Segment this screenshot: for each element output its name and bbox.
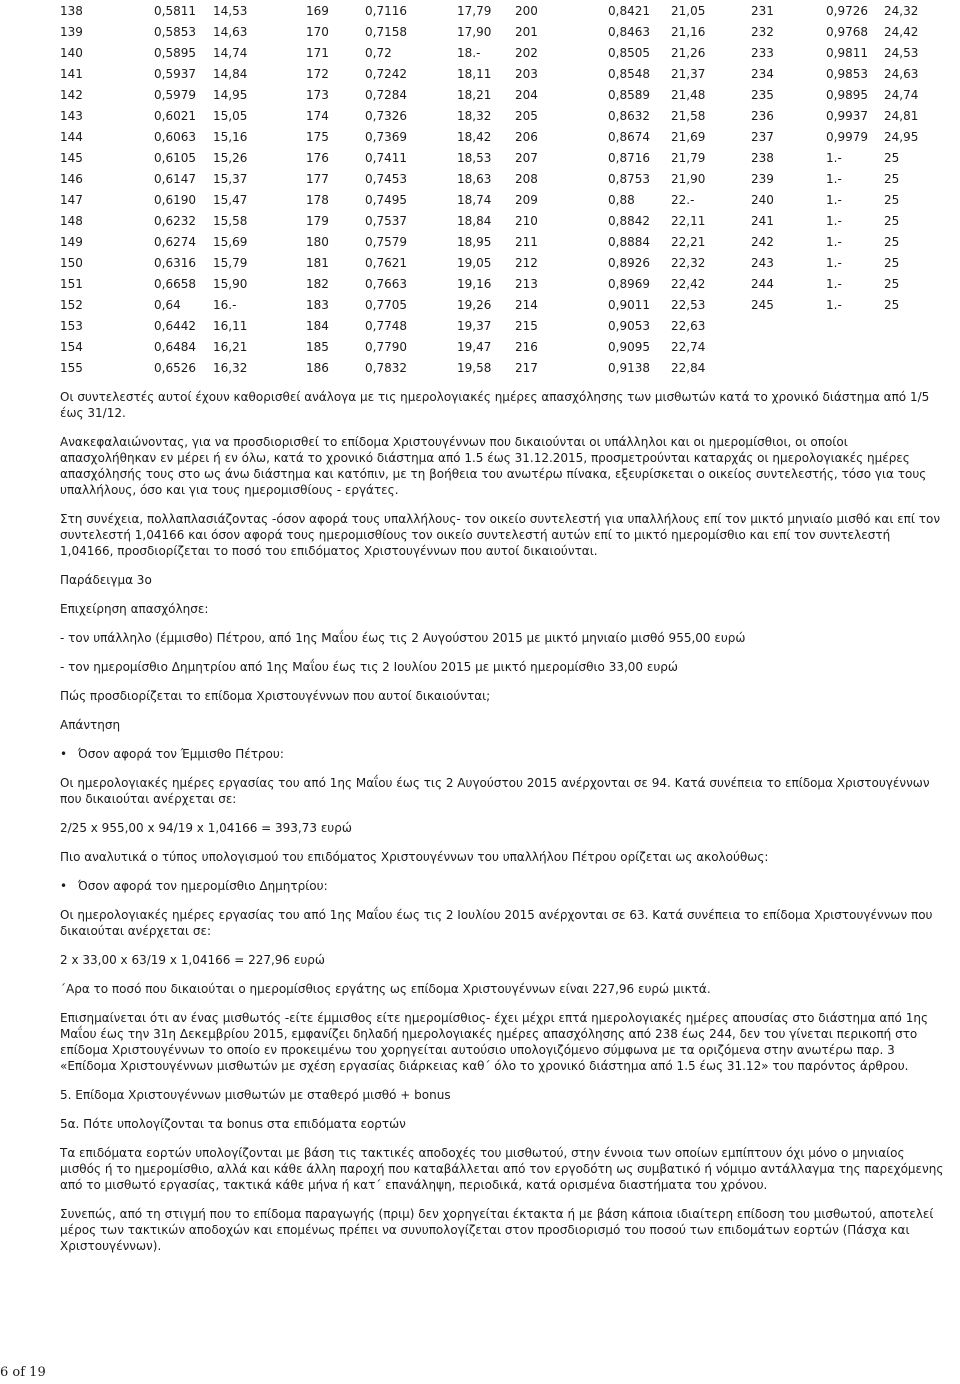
paragraph-text: 5α. Πότε υπολογίζονται τα bonus στα επιδόματα εορτών xyxy=(60,1117,406,1131)
table-cell: 171 xyxy=(306,45,329,60)
table-cell: 0,8589 xyxy=(608,87,650,102)
paragraph-text: 2 x 33,00 x 63/19 x 1,04166 = 227,96 ευρώ xyxy=(60,953,325,967)
table-cell: 233 xyxy=(751,45,774,60)
table-cell: 0,5895 xyxy=(154,45,196,60)
paragraph-text: ΄Αρα το ποσό που δικαιούται ο ημερομίσθιος εργάτης ως επίδομα Χριστουγέννων είναι 227,96 ευρώ μικτά. xyxy=(60,982,711,996)
table-cell: 175 xyxy=(306,129,329,144)
table-cell: 21,16 xyxy=(671,24,706,39)
coefficient-table-body xyxy=(60,0,926,378)
paragraph-text: Πώς προσδιορίζεται το επίδομα Χριστουγέννων που αυτοί δικαιούνται; xyxy=(60,689,491,703)
table-cell xyxy=(826,357,884,378)
table-row xyxy=(60,273,926,294)
table-cell: 0,8421 xyxy=(608,3,650,18)
document-body xyxy=(60,389,946,1254)
table-cell: 22,32 xyxy=(671,255,706,270)
table-cell: 176 xyxy=(306,150,329,165)
table-cell: 15,58 xyxy=(213,213,248,228)
paragraph-text: - τον υπάλληλο (έμμισθο) Πέτρου, από 1ης Μαΐου έως τις 2 Αυγούστου 2015 με μικτό μηνιαίο μισθό 955,00 ευρώ xyxy=(60,631,746,645)
table-cell: 1.- xyxy=(826,276,842,291)
table-cell: 0,8753 xyxy=(608,171,650,186)
paragraph xyxy=(60,820,946,836)
table-cell: 14,84 xyxy=(213,66,248,81)
table-cell: 16.- xyxy=(213,297,237,312)
table-cell: 143 xyxy=(60,108,83,123)
table-cell: 15,79 xyxy=(213,255,248,270)
bullet-paragraph xyxy=(60,746,946,762)
table-cell: 17,79 xyxy=(457,3,492,18)
table-cell: 140 xyxy=(60,45,83,60)
paragraph xyxy=(60,952,946,968)
table-cell: 237 xyxy=(751,129,774,144)
paragraph-text: Πιο αναλυτικά ο τύπος υπολογισμού του επιδόματος Χριστουγέννων του υπαλλήλου Πέτρου ορίζεται ως ακολούθως: xyxy=(60,850,769,864)
table-cell: 21,37 xyxy=(671,66,706,81)
paragraph xyxy=(60,688,946,704)
table-cell: 22,63 xyxy=(671,318,706,333)
paragraph xyxy=(60,907,946,939)
table-cell: 1.- xyxy=(826,297,842,312)
table-cell: 21,90 xyxy=(671,171,706,186)
paragraph-text: Ανακεφαλαιώνοντας, για να προσδιορισθεί το επίδομα Χριστουγέννων που δικαιούνται οι υπάλληλοι και οι ημερομίσθιοι, οι οποίοι απασχολήθηκαν εν μέρει ή εν όλω, κατά το χρονικό διάστημα από 1.5 έως 31.12.2015, προσμετρούνται καταρχάς οι ημερολογιακές ημέρες απασχόλησής τους στο ως άνω διάστημα και κατόπιν, με τη βοήθεια του ανωτέρω πίνακα, εξευρίσκεται ο οικείος συντελεστής, τόσο για τους υπαλλήλους, όσο και για τους ημερομισθίους - εργάτες. xyxy=(60,435,927,497)
table-cell: 15,90 xyxy=(213,276,248,291)
table-cell: 0,5979 xyxy=(154,87,196,102)
table-cell: 18,53 xyxy=(457,150,492,165)
table-cell: 0,9011 xyxy=(608,297,650,312)
table-cell: 0,7663 xyxy=(365,276,407,291)
table-cell: 21,79 xyxy=(671,150,706,165)
table-cell: 149 xyxy=(60,234,83,249)
paragraph-text: Παράδειγμα 3ο xyxy=(60,573,152,587)
table-cell: 0,6526 xyxy=(154,360,196,375)
paragraph-text: 5. Επίδομα Χριστουγέννων μισθωτών με σταθερό μισθό + bonus xyxy=(60,1088,451,1102)
table-cell: 14,63 xyxy=(213,24,248,39)
table-cell: 17,90 xyxy=(457,24,492,39)
table-cell: 0,6274 xyxy=(154,234,196,249)
table-cell: 0,8926 xyxy=(608,255,650,270)
table-cell: 16,21 xyxy=(213,339,248,354)
paragraph xyxy=(60,511,946,559)
table-cell: 1.- xyxy=(826,171,842,186)
table-cell: 240 xyxy=(751,192,774,207)
table-row xyxy=(60,168,926,189)
table-row xyxy=(60,147,926,168)
table-cell: 1.- xyxy=(826,234,842,249)
table-cell: 0,7621 xyxy=(365,255,407,270)
paragraph xyxy=(60,849,946,865)
table-cell: 200 xyxy=(515,3,538,18)
table-cell: 1.- xyxy=(826,255,842,270)
table-cell: 150 xyxy=(60,255,83,270)
table-cell: 24,42 xyxy=(884,24,919,39)
table-cell: 245 xyxy=(751,297,774,312)
paragraph xyxy=(60,434,946,498)
table-cell: 215 xyxy=(515,318,538,333)
table-cell: 0,6442 xyxy=(154,318,196,333)
table-cell: 0,6105 xyxy=(154,150,196,165)
paragraph-text: 2/25 x 955,00 x 94/19 x 1,04166 = 393,73 ευρώ xyxy=(60,821,352,835)
table-cell: 180 xyxy=(306,234,329,249)
table-cell: 15,69 xyxy=(213,234,248,249)
table-cell: 0,7537 xyxy=(365,213,407,228)
table-cell: 146 xyxy=(60,171,83,186)
table-cell: 0,6190 xyxy=(154,192,196,207)
table-cell: 179 xyxy=(306,213,329,228)
table-row xyxy=(60,357,926,378)
table-cell: 207 xyxy=(515,150,538,165)
table-cell: 205 xyxy=(515,108,538,123)
table-cell: 22,84 xyxy=(671,360,706,375)
table-row xyxy=(60,42,926,63)
paragraph xyxy=(60,601,946,617)
table-cell xyxy=(826,336,884,357)
paragraph xyxy=(60,389,946,421)
table-cell: 210 xyxy=(515,213,538,228)
table-cell: 232 xyxy=(751,24,774,39)
table-cell: 0,8632 xyxy=(608,108,650,123)
table-cell: 16,32 xyxy=(213,360,248,375)
table-cell: 25 xyxy=(884,234,900,249)
table-cell: 241 xyxy=(751,213,774,228)
table-row xyxy=(60,21,926,42)
table-cell: 21,58 xyxy=(671,108,706,123)
table-cell: 231 xyxy=(751,3,774,18)
table-cell: 213 xyxy=(515,276,538,291)
table-cell: 19,37 xyxy=(457,318,492,333)
bullet-icon: • xyxy=(60,747,68,761)
paragraph-text: Οι συντελεστές αυτοί έχουν καθορισθεί ανάλογα με τις ημερολογιακές ημέρες απασχόλησης των μισθωτών κατά το χρονικό διάστημα από 1/5 έως 31/12. xyxy=(60,390,930,420)
table-cell: 182 xyxy=(306,276,329,291)
table-row xyxy=(60,294,926,315)
table-cell: 25 xyxy=(884,171,900,186)
table-cell: 184 xyxy=(306,318,329,333)
table-cell: 0,7284 xyxy=(365,87,407,102)
paragraph-text: Οι ημερολογιακές ημέρες εργασίας του από 1ης Μαΐου έως τις 2 Ιουλίου 2015 ανέρχονται σε 63. Κατά συνέπεια το επίδομα Χριστουγέννων που δικαιούται ανέρχεται σε: xyxy=(60,908,933,938)
paragraph-text: Τα επιδόματα εορτών υπολογίζονται με βάση τις τακτικές αποδοχές του μισθωτού, στην έννοια των οποίων εμπίπτουν όχι μόνο ο μηνιαίος μισθός ή το ημερομίσθιο, αλλά και κάθε άλλη παροχή που καταβάλλεται από τον εργοδότη ως συμβατικό ή νόμιμο αντάλλαγμα της παρεχόμενης από το μισθωτό εργασίας, τακτικά κάθε μήνα ή κατ΄ επανάληψη, περιοδικά, κατά ορισμένα διαστήματα του χρόνου. xyxy=(60,1146,944,1192)
table-cell: 0,9811 xyxy=(826,45,868,60)
table-cell: 22,74 xyxy=(671,339,706,354)
table-cell: 14,53 xyxy=(213,3,248,18)
table-cell: 145 xyxy=(60,150,83,165)
table-cell: 14,95 xyxy=(213,87,248,102)
table-row xyxy=(60,315,926,336)
table-cell: 18,84 xyxy=(457,213,492,228)
table-cell: 22,11 xyxy=(671,213,706,228)
table-cell: 18.- xyxy=(457,45,481,60)
table-cell xyxy=(751,357,826,378)
paragraph xyxy=(60,1010,946,1074)
table-cell: 201 xyxy=(515,24,538,39)
table-cell: 24,95 xyxy=(884,129,919,144)
table-cell: 0,7242 xyxy=(365,66,407,81)
table-cell: 217 xyxy=(515,360,538,375)
table-cell: 0,8969 xyxy=(608,276,650,291)
paragraph-text: Οι ημερολογιακές ημέρες εργασίας του από 1ης Μαΐου έως τις 2 Αυγούστου 2015 ανέρχονται σε 94. Κατά συνέπεια το επίδομα Χριστουγέννων που δικαιούται ανέρχεται σε: xyxy=(60,776,930,806)
table-cell: 21,48 xyxy=(671,87,706,102)
table-cell: 236 xyxy=(751,108,774,123)
table-cell: 0,7579 xyxy=(365,234,407,249)
table-cell: 0,6484 xyxy=(154,339,196,354)
paragraph-text: Επιχείρηση απασχόλησε: xyxy=(60,602,209,616)
table-cell: 0,9895 xyxy=(826,87,868,102)
table-cell: 174 xyxy=(306,108,329,123)
table-cell: 24,81 xyxy=(884,108,919,123)
table-row xyxy=(60,210,926,231)
table-cell: 152 xyxy=(60,297,83,312)
page-number: 6 of 19 xyxy=(0,1365,46,1380)
table-cell xyxy=(826,315,884,336)
paragraph-text: Στη συνέχεια, πολλαπλασιάζοντας -όσον αφορά τους υπαλλήλους- τον οικείο συντελεστή για υπαλλήλους επί τον μικτό μηνιαίο μισθό και επί τον συντελεστή 1,04166 και όσον αφορά τους ημερομισθίους τον οικείο συντελεστή αυτών επί το μικτό ημερομίσθιο και επί τον συντελεστή 1,04166, προσδιορίζεται το ποσό του επιδόματος Χριστουγέννων που αυτοί δικαιούνται. xyxy=(60,512,941,558)
table-cell: 0,7369 xyxy=(365,129,407,144)
table-cell: 15,05 xyxy=(213,108,248,123)
table-cell: 142 xyxy=(60,87,83,102)
table-cell: 0,5937 xyxy=(154,66,196,81)
table-cell: 0,6232 xyxy=(154,213,196,228)
table-cell: 16,11 xyxy=(213,318,248,333)
table-cell: 14,74 xyxy=(213,45,248,60)
table-cell: 19,05 xyxy=(457,255,492,270)
table-cell: 183 xyxy=(306,297,329,312)
table-cell: 0,6316 xyxy=(154,255,196,270)
bullet-paragraph xyxy=(60,878,946,894)
table-cell: 154 xyxy=(60,339,83,354)
table-cell xyxy=(884,315,926,336)
paragraph xyxy=(60,775,946,807)
table-cell: 25 xyxy=(884,297,900,312)
table-row xyxy=(60,0,926,21)
table-cell: 25 xyxy=(884,150,900,165)
table-cell: 0,7116 xyxy=(365,3,407,18)
table-row xyxy=(60,231,926,252)
table-cell: 144 xyxy=(60,129,83,144)
table-cell: 25 xyxy=(884,255,900,270)
table-cell: 0,6147 xyxy=(154,171,196,186)
table-cell: 18,63 xyxy=(457,171,492,186)
table-cell: 0,8463 xyxy=(608,24,650,39)
table-cell: 0,6021 xyxy=(154,108,196,123)
paragraph-text: - τον ημερομίσθιο Δημητρίου από 1ης Μαΐου έως τις 2 Ιουλίου 2015 με μικτό ημερομίσθιο 33,00 ευρώ xyxy=(60,660,678,674)
table-cell: 0,6063 xyxy=(154,129,196,144)
paragraph-text: Όσον αφορά τον Έμμισθο Πέτρου: xyxy=(78,747,284,761)
table-row xyxy=(60,252,926,273)
table-cell: 1.- xyxy=(826,150,842,165)
table-cell: 216 xyxy=(515,339,538,354)
table-row xyxy=(60,336,926,357)
table-cell: 239 xyxy=(751,171,774,186)
table-cell: 18,11 xyxy=(457,66,492,81)
table-cell: 169 xyxy=(306,3,329,18)
table-cell: 212 xyxy=(515,255,538,270)
table-cell: 172 xyxy=(306,66,329,81)
table-cell: 0,9853 xyxy=(826,66,868,81)
table-cell: 238 xyxy=(751,150,774,165)
paragraph xyxy=(60,1206,946,1254)
table-cell: 0,8716 xyxy=(608,150,650,165)
table-cell: 0,7832 xyxy=(365,360,407,375)
table-cell: 138 xyxy=(60,3,83,18)
table-cell: 15,16 xyxy=(213,129,248,144)
table-cell: 214 xyxy=(515,297,538,312)
table-cell: 19,26 xyxy=(457,297,492,312)
paragraph-text: Επισημαίνεται ότι αν ένας μισθωτός -είτε έμμισθος είτε ημερομίσθιος- έχει μέχρι επτά ημερολογιακές ημέρες απουσίας στο διάστημα από 1ης Μαΐου έως την 31η Δεκεμβρίου 2015, εμφανίζει δηλαδή ημερολογιακές ημέρες απασχόλησης από 238 έως 244, δεν του γίνεται περικοπή στο επίδομα Χριστουγέννων το οποίο εν προκειμένω του χορηγείται αυτούσιο υπολογιζόμενο σύμφωνα με τα οριζόμενα στην ανωτέρω παρ. 3 «Επίδομα Χριστουγέννων μισθωτών με σχέση εργασίας διάρκειας καθ΄ όλο το χρονικό διάστημα από 1.5 έως 31.12» του παρόντος άρθρου. xyxy=(60,1011,928,1073)
table-cell: 177 xyxy=(306,171,329,186)
table-cell: 22,53 xyxy=(671,297,706,312)
table-cell: 24,32 xyxy=(884,3,919,18)
table-cell: 18,21 xyxy=(457,87,492,102)
paragraph xyxy=(60,630,946,646)
table-row xyxy=(60,126,926,147)
paragraph xyxy=(60,1087,946,1103)
paragraph xyxy=(60,981,946,997)
paragraph-text: Απάντηση xyxy=(60,718,121,732)
table-cell: 1.- xyxy=(826,192,842,207)
table-cell: 148 xyxy=(60,213,83,228)
table-cell: 24,63 xyxy=(884,66,919,81)
table-cell: 15,37 xyxy=(213,171,248,186)
table-cell: 18,95 xyxy=(457,234,492,249)
table-cell: 0,9095 xyxy=(608,339,650,354)
table-cell: 19,58 xyxy=(457,360,492,375)
table-cell: 25 xyxy=(884,192,900,207)
table-cell: 19,47 xyxy=(457,339,492,354)
table-cell: 204 xyxy=(515,87,538,102)
table-cell: 18,74 xyxy=(457,192,492,207)
table-cell: 0,5853 xyxy=(154,24,196,39)
table-cell: 0,9726 xyxy=(826,3,868,18)
table-cell: 202 xyxy=(515,45,538,60)
table-cell: 25 xyxy=(884,213,900,228)
paragraph-text: Όσον αφορά τον ημερομίσθιο Δημητρίου: xyxy=(78,879,328,893)
table-cell: 22,21 xyxy=(671,234,706,249)
table-row xyxy=(60,189,926,210)
table-cell xyxy=(884,336,926,357)
table-cell: 0,9979 xyxy=(826,129,868,144)
table-cell: 0,7158 xyxy=(365,24,407,39)
paragraph-text: Συνεπώς, από τη στιγμή που το επίδομα παραγωγής (πριμ) δεν χορηγείται έκτακτα ή με βάση κάποια ιδιαίτερη επίδοση του μισθωτού, αποτελεί μέρος των τακτικών αποδοχών και επομένως πρέπει να συνυπολογίζεται στον προσδιορισμό του ποσού των επιδομάτων εορτών (Πάσχα και Χριστουγέννων). xyxy=(60,1207,934,1253)
table-cell: 208 xyxy=(515,171,538,186)
table-cell: 0,7411 xyxy=(365,150,407,165)
table-cell: 151 xyxy=(60,276,83,291)
table-cell: 155 xyxy=(60,360,83,375)
table-cell: 0,8505 xyxy=(608,45,650,60)
paragraph xyxy=(60,1145,946,1193)
table-cell: 0,64 xyxy=(154,297,181,312)
table-cell: 18,32 xyxy=(457,108,492,123)
bullet-icon: • xyxy=(60,879,68,893)
table-cell: 24,74 xyxy=(884,87,919,102)
table-cell: 0,8884 xyxy=(608,234,650,249)
table-cell: 206 xyxy=(515,129,538,144)
table-cell: 203 xyxy=(515,66,538,81)
table-cell: 243 xyxy=(751,255,774,270)
table-cell: 21,05 xyxy=(671,3,706,18)
table-cell: 18,42 xyxy=(457,129,492,144)
table-row xyxy=(60,105,926,126)
table-cell: 147 xyxy=(60,192,83,207)
table-cell: 0,6658 xyxy=(154,276,196,291)
table-row xyxy=(60,63,926,84)
table-cell xyxy=(751,336,826,357)
table-cell: 0,8548 xyxy=(608,66,650,81)
table-cell: 22,42 xyxy=(671,276,706,291)
table-cell: 234 xyxy=(751,66,774,81)
table-cell: 0,8674 xyxy=(608,129,650,144)
paragraph xyxy=(60,572,946,588)
table-cell: 0,9937 xyxy=(826,108,868,123)
table-cell: 0,88 xyxy=(608,192,635,207)
table-cell xyxy=(884,357,926,378)
table-cell xyxy=(751,315,826,336)
table-cell: 181 xyxy=(306,255,329,270)
table-cell: 153 xyxy=(60,318,83,333)
table-cell: 235 xyxy=(751,87,774,102)
table-cell: 211 xyxy=(515,234,538,249)
table-cell: 0,72 xyxy=(365,45,392,60)
table-cell: 0,7453 xyxy=(365,171,407,186)
table-cell: 15,47 xyxy=(213,192,248,207)
table-cell: 0,7748 xyxy=(365,318,407,333)
table-cell: 22.- xyxy=(671,192,695,207)
table-cell: 25 xyxy=(884,276,900,291)
table-row xyxy=(60,84,926,105)
table-cell: 0,9768 xyxy=(826,24,868,39)
table-cell: 242 xyxy=(751,234,774,249)
table-cell: 15,26 xyxy=(213,150,248,165)
table-cell: 0,7790 xyxy=(365,339,407,354)
table-cell: 173 xyxy=(306,87,329,102)
table-cell: 209 xyxy=(515,192,538,207)
table-cell: 186 xyxy=(306,360,329,375)
table-cell: 21,26 xyxy=(671,45,706,60)
table-cell: 141 xyxy=(60,66,83,81)
table-cell: 0,7705 xyxy=(365,297,407,312)
paragraph xyxy=(60,717,946,733)
paragraph xyxy=(60,659,946,675)
table-cell: 178 xyxy=(306,192,329,207)
table-cell: 19,16 xyxy=(457,276,492,291)
table-cell: 185 xyxy=(306,339,329,354)
table-cell: 244 xyxy=(751,276,774,291)
paragraph xyxy=(60,1116,946,1132)
table-cell: 139 xyxy=(60,24,83,39)
table-cell: 0,7495 xyxy=(365,192,407,207)
table-cell: 0,9053 xyxy=(608,318,650,333)
table-cell: 0,7326 xyxy=(365,108,407,123)
table-cell: 21,69 xyxy=(671,129,706,144)
coefficient-table xyxy=(60,0,926,378)
table-cell: 0,9138 xyxy=(608,360,650,375)
table-cell: 1.- xyxy=(826,213,842,228)
table-cell: 24,53 xyxy=(884,45,919,60)
table-cell: 0,8842 xyxy=(608,213,650,228)
table-cell: 170 xyxy=(306,24,329,39)
table-cell: 0,5811 xyxy=(154,3,196,18)
